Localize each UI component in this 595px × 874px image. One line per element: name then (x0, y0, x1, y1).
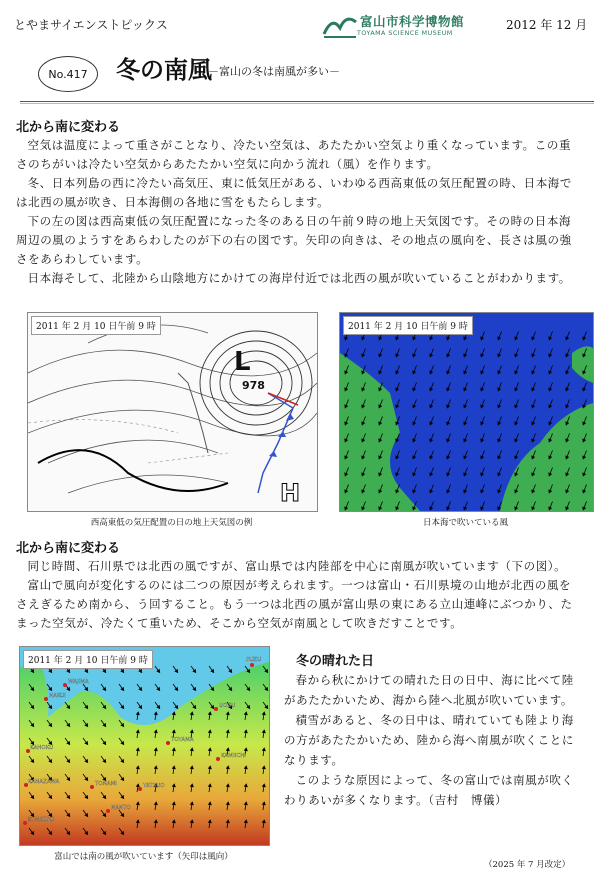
wind-arrow-head (413, 422, 416, 425)
wind-arrow-head (532, 388, 535, 391)
wind-arrow-head (498, 422, 501, 425)
issue-number-badge (38, 56, 98, 92)
wind-arrow-head (413, 388, 416, 391)
wind-arrow-head (447, 490, 450, 493)
wind-arrow-head (379, 337, 382, 340)
wind-arrow-head (413, 439, 416, 442)
section3-paragraph: 春から秋にかけての晴れた日の日中、海に比べて陸があたたかいため、海から陸へ北風が吹いています。 (284, 673, 574, 707)
wind-arrow-head (532, 371, 535, 374)
toyama-wind-caption: 富山では南の風が吹いています（矢印は風向） (54, 852, 233, 862)
wind-arrow-head (481, 422, 484, 425)
wind-arrow-head (464, 422, 467, 425)
wind-arrow-head (396, 456, 399, 459)
title-rule (20, 101, 594, 102)
toyama-wind-label: 2011 年 2 月 10 日午前 9 時 (23, 650, 153, 669)
page-subtitle: －富山の冬は南風が多い－ (208, 65, 340, 78)
wind-arrow-head (447, 422, 450, 425)
title-rule-secondary (20, 103, 594, 104)
wind-arrow-head (464, 405, 467, 408)
wind-arrow-head (396, 388, 399, 391)
low-pressure-mark: L (234, 347, 251, 377)
revision-note: （2025 年 7 月改定） (484, 860, 571, 870)
place-label-suzu: SUZU (246, 657, 262, 663)
wind-arrow-head (549, 354, 552, 357)
place-label-kahoku: KAHOKU (30, 745, 54, 751)
wind-arrow-head (447, 405, 450, 408)
wind-arrow-head (481, 405, 484, 408)
place-label-toyama: TOYAMA (171, 737, 194, 743)
wind-arrow-head (566, 388, 569, 391)
wind-arrow-head (566, 405, 569, 408)
section1-paragraph: 空気は温度によって重さがことなり、冷たい空気は、あたたかい空気より重くなっています。この重さのちがいは冷たい空気からあたたかい空気に向かう流れ（風）を作ります。 (16, 138, 572, 171)
low-pressure-value: 978 (242, 379, 265, 392)
place-label-hakui: HAKUI (49, 693, 67, 699)
place-label-wajima: WAJIMA (68, 679, 89, 685)
section2-paragraph: 同じ時間、石川県では北西の風ですが、富山県では内陸部を中心に南風が吹いています（下の図）。 (27, 559, 567, 573)
wind-arrow-head (515, 422, 518, 425)
wind-arrow-head (430, 473, 433, 476)
wind-arrow-head (464, 354, 467, 357)
wind-arrow-head (447, 337, 450, 340)
wind-arrow-head (413, 456, 416, 459)
sea-wind-image (340, 313, 593, 511)
high-pressure-mark: H (280, 479, 301, 507)
wind-arrow-head (396, 337, 399, 340)
wind-arrow-head (549, 405, 552, 408)
wind-arrow-head (447, 354, 450, 357)
wind-arrow-head (498, 337, 501, 340)
wind-arrow-head (549, 337, 552, 340)
section1-body (16, 136, 582, 288)
wind-arrow-head (413, 371, 416, 374)
wind-arrow-head (447, 371, 450, 374)
wind-arrow-head (447, 507, 450, 510)
wind-arrow-head (481, 473, 484, 476)
museum-logo-icon (322, 12, 358, 38)
wind-arrow-head (498, 371, 501, 374)
wind-arrow-head (498, 405, 501, 408)
series-name: とやまサイエンストピックス (14, 18, 168, 32)
wind-arrow-head (481, 371, 484, 374)
wind-arrow-head (430, 507, 433, 510)
issue-date: 2012 年 12 月 (506, 18, 588, 32)
wind-arrow-head (583, 337, 586, 340)
wind-arrow-head (498, 456, 501, 459)
section2-body (16, 557, 582, 633)
wind-arrow-head (464, 507, 467, 510)
wind-arrow-head (136, 712, 139, 715)
wind-arrow-head (532, 337, 535, 340)
weather-map-image (28, 313, 317, 511)
issue-number: No.417 (48, 67, 88, 81)
section1-paragraph: 冬、日本列島の西に冷たい高気圧、東に低気圧がある、いわゆる西高東低の気圧配置の時、日本海では北西の風が吹き、日本海側の各地に雪をもたらします。 (16, 176, 572, 209)
wind-arrow-head (481, 456, 484, 459)
wind-arrow-head (430, 405, 433, 408)
wind-arrow-head (379, 354, 382, 357)
weather-map-label: 2011 年 2 月 10 日午前 9 時 (31, 316, 161, 335)
wind-arrow-head (430, 456, 433, 459)
section2-heading: 北から南に変わる (16, 541, 121, 556)
wind-arrow-head (515, 371, 518, 374)
museum-name-en: TOYAMA SCIENCE MUSEUM (357, 30, 453, 37)
section3-heading: 冬の晴れた日 (296, 654, 375, 669)
wind-arrow-head (515, 439, 518, 442)
wind-arrow-head (481, 439, 484, 442)
wind-arrow-head (566, 371, 569, 374)
wind-arrow-head (464, 337, 467, 340)
toyama-wind-figure (19, 646, 270, 846)
wind-arrow-head (464, 439, 467, 442)
wind-arrow-head (396, 439, 399, 442)
wind-arrow-head (413, 490, 416, 493)
place-label-kamiichi: KAMIICHI (221, 753, 246, 759)
wind-arrow-head (481, 354, 484, 357)
wind-arrow-head (396, 422, 399, 425)
wind-arrow-head (362, 337, 365, 340)
wind-arrow-head (413, 354, 416, 357)
wind-arrow-head (549, 422, 552, 425)
wind-arrow-head (345, 337, 348, 340)
wind-arrow-head (396, 405, 399, 408)
wind-arrow-head (396, 473, 399, 476)
wind-arrow-head (464, 473, 467, 476)
place-label-yatsuo: YATSUO (143, 783, 165, 789)
wind-arrow-head (532, 439, 535, 442)
museum-name-jp: 富山市科学博物館 (360, 14, 465, 29)
section3-body (284, 670, 582, 810)
wind-arrow-head (464, 388, 467, 391)
wind-arrow-head (154, 712, 157, 715)
wind-arrow-head (362, 354, 365, 357)
wind-arrow-head (498, 490, 501, 493)
wind-arrow-head (532, 405, 535, 408)
wind-arrow-head (566, 354, 569, 357)
wind-arrow-head (532, 422, 535, 425)
wind-arrow-head (447, 439, 450, 442)
wind-arrow-head (481, 490, 484, 493)
wind-arrow-head (515, 456, 518, 459)
wind-arrow-head (515, 388, 518, 391)
wind-arrow-head (396, 354, 399, 357)
section1-paragraph: 下の左の図は西高東低の気圧配置になった冬のある日の午前９時の地上天気図です。その時の日本海周辺の風のようすをあらわしたのが下の右の図です。矢印の向きは、その地点の風向を、長さは風の強さをあらわしています。 (16, 214, 572, 266)
place-label-kanazawa: KANAZAWA (28, 779, 60, 785)
wind-arrow-head (515, 405, 518, 408)
wind-arrow-head (498, 507, 501, 510)
section1-heading: 北から南に変わる (16, 120, 121, 135)
wind-arrow-head (379, 371, 382, 374)
wind-arrow-head (549, 371, 552, 374)
wind-arrow-head (549, 388, 552, 391)
page-title: 冬の南風 (116, 56, 212, 84)
wind-arrow-head (447, 473, 450, 476)
wind-arrow-head (532, 354, 535, 357)
place-label-tonami: TONAMI (95, 781, 117, 787)
weather-map-caption: 西高東低の気圧配置の日の地上天気図の例 (90, 518, 253, 528)
wind-arrow-head (430, 354, 433, 357)
wind-arrow-head (396, 371, 399, 374)
wind-arrow-head (430, 439, 433, 442)
sea-wind-caption: 日本海で吹いている風 (422, 518, 508, 528)
wind-arrow-head (464, 456, 467, 459)
wind-arrow-head (481, 388, 484, 391)
wind-arrow-head (413, 473, 416, 476)
wind-arrow-head (498, 354, 501, 357)
wind-arrow-head (413, 405, 416, 408)
wind-arrow-head (464, 371, 467, 374)
wind-arrow-head (447, 456, 450, 459)
wind-arrow-head (515, 354, 518, 357)
wind-arrow-head (413, 337, 416, 340)
sea-wind-label: 2011 年 2 月 10 日午前 9 時 (343, 316, 473, 335)
wind-arrow-head (583, 388, 586, 391)
wind-arrow-head (481, 337, 484, 340)
section3-paragraph: このような原因によって、冬の富山では南風が吹くわりあいが多くなります。（吉村 博儀） (284, 773, 574, 807)
wind-arrow-head (481, 507, 484, 510)
wind-arrow-head (430, 337, 433, 340)
wind-arrow-head (498, 473, 501, 476)
toyama-wind-image (20, 647, 269, 845)
wind-arrow-head (430, 422, 433, 425)
place-label-uozu: UOZU (219, 703, 236, 709)
weather-map-figure (27, 312, 318, 512)
section1-paragraph: 日本海そして、北陸から山陰地方にかけての海岸付近では北西の風が吹いていることがわかります。 (27, 271, 571, 285)
wind-arrow-head (345, 354, 348, 357)
place-label-nanto: NANTO (111, 805, 131, 811)
sea-wind-figure (339, 312, 594, 512)
wind-arrow-head (430, 371, 433, 374)
section3-paragraph: 積雪があると、冬の日中は、晴れていても陸より海の方があたたかいため、陸から海へ南風が吹くことになります。 (284, 713, 574, 767)
wind-arrow-head (515, 337, 518, 340)
wind-arrow-head (430, 490, 433, 493)
wind-arrow-head (430, 388, 433, 391)
place-label-komatsu: KOMATSU (27, 817, 54, 823)
wind-arrow-head (498, 388, 501, 391)
wind-arrow-head (498, 439, 501, 442)
wind-arrow-head (464, 490, 467, 493)
wind-arrow-head (447, 388, 450, 391)
section2-paragraph: 富山で風向が変化するのには二つの原因が考えられます。一つは富山・石川県境の山地が北西の風をさえぎるため南から、う回すること。もう一つは北西の風が富山県の東にある立山連峰にぶつかり、たまった空気が、冷たくて重いため、そこから空気が南風として吹きだすことです。 (16, 578, 573, 630)
wind-arrow-head (566, 337, 569, 340)
